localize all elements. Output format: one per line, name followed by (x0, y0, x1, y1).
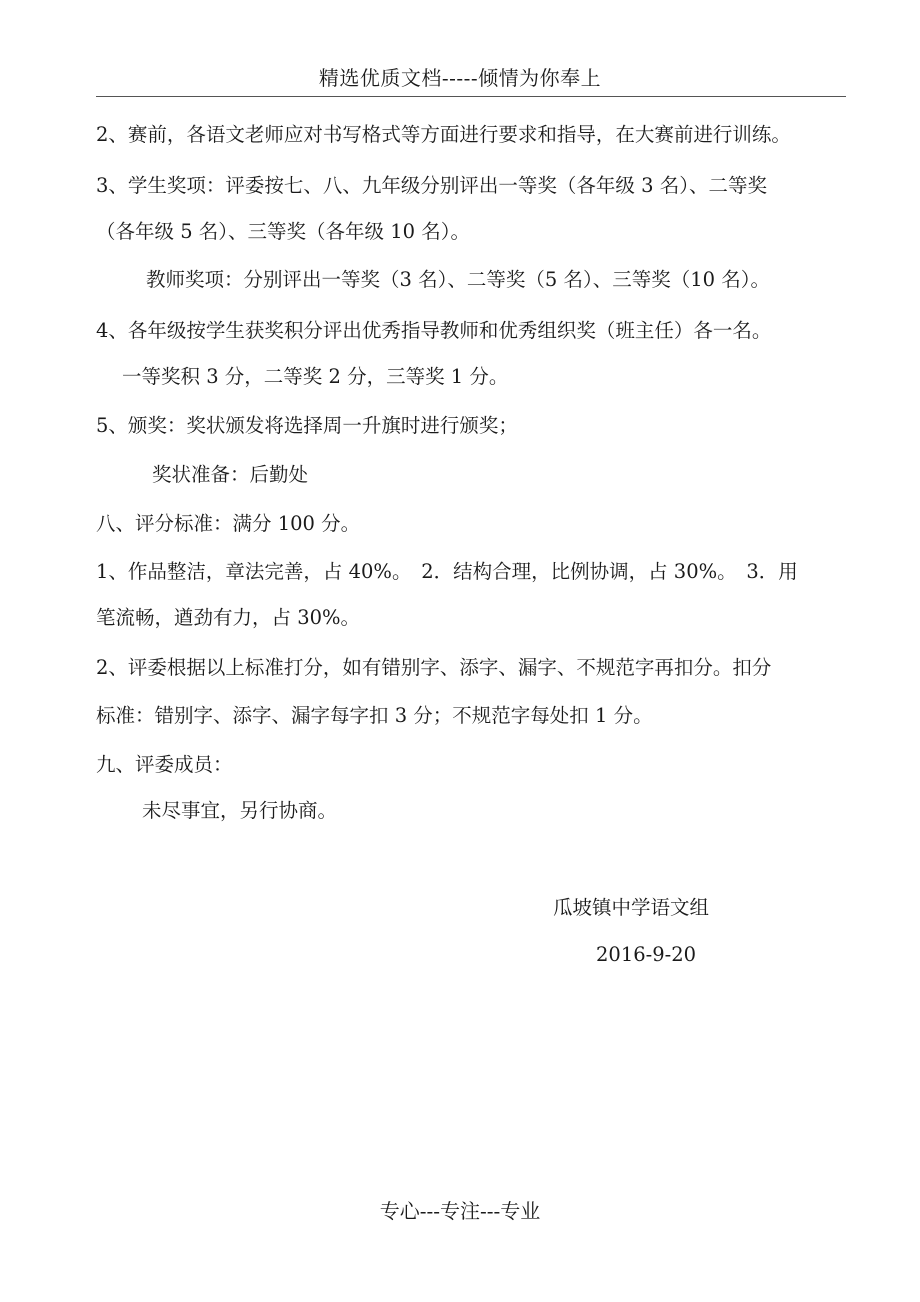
signature-organization: 瓜坡镇中学语文组 (553, 896, 710, 919)
body-line: 2、赛前，各语文老师应对书写格式等方面进行要求和指导，在大赛前进行训练。 (96, 123, 791, 146)
page-footer: 专心---专注---专业 (379, 1199, 541, 1223)
body-line: 1、作品整洁，章法完善，占 40%。 2．结构合理，比例协调，占 30%。 3．用 (96, 560, 798, 583)
body-line: 奖状准备：后勤处 (152, 463, 309, 486)
body-line: 一等奖积 3 分，二等奖 2 分，三等奖 1 分。 (122, 365, 509, 388)
body-line: 3、学生奖项：评委按七、八、九年级分别评出一等奖（各年级 3 名）、二等奖 (96, 174, 767, 197)
body-line: （各年级 5 名）、三等奖（各年级 10 名）。 (96, 220, 471, 243)
body-line: 九、评委成员： (96, 753, 233, 776)
body-line: 标准：错别字、添字、漏字每字扣 3 分；不规范字每处扣 1 分。 (96, 704, 653, 727)
body-line: 4、各年级按学生获奖积分评出优秀指导教师和优秀组织奖（班主任）各一名。 (96, 319, 772, 342)
body-line: 八、评分标准：满分 100 分。 (96, 512, 361, 535)
signature-date: 2016-9-20 (596, 943, 697, 966)
body-line: 5、颁奖：奖状颁发将选择周一升旗时进行颁奖； (96, 414, 518, 437)
body-line: 未尽事宜，另行协商。 (142, 799, 338, 822)
header-divider (96, 96, 846, 97)
body-line: 2、评委根据以上标准打分，如有错别字、添字、漏字、不规范字再扣分。扣分 (96, 656, 772, 679)
page-header: 精选优质文档-----倾情为你奉上 (318, 66, 602, 90)
body-line: 笔流畅，遒劲有力，占 30%。 (96, 606, 361, 629)
body-line: 教师奖项：分别评出一等奖（3 名）、二等奖（5 名）、三等奖（10 名）。 (146, 268, 770, 291)
